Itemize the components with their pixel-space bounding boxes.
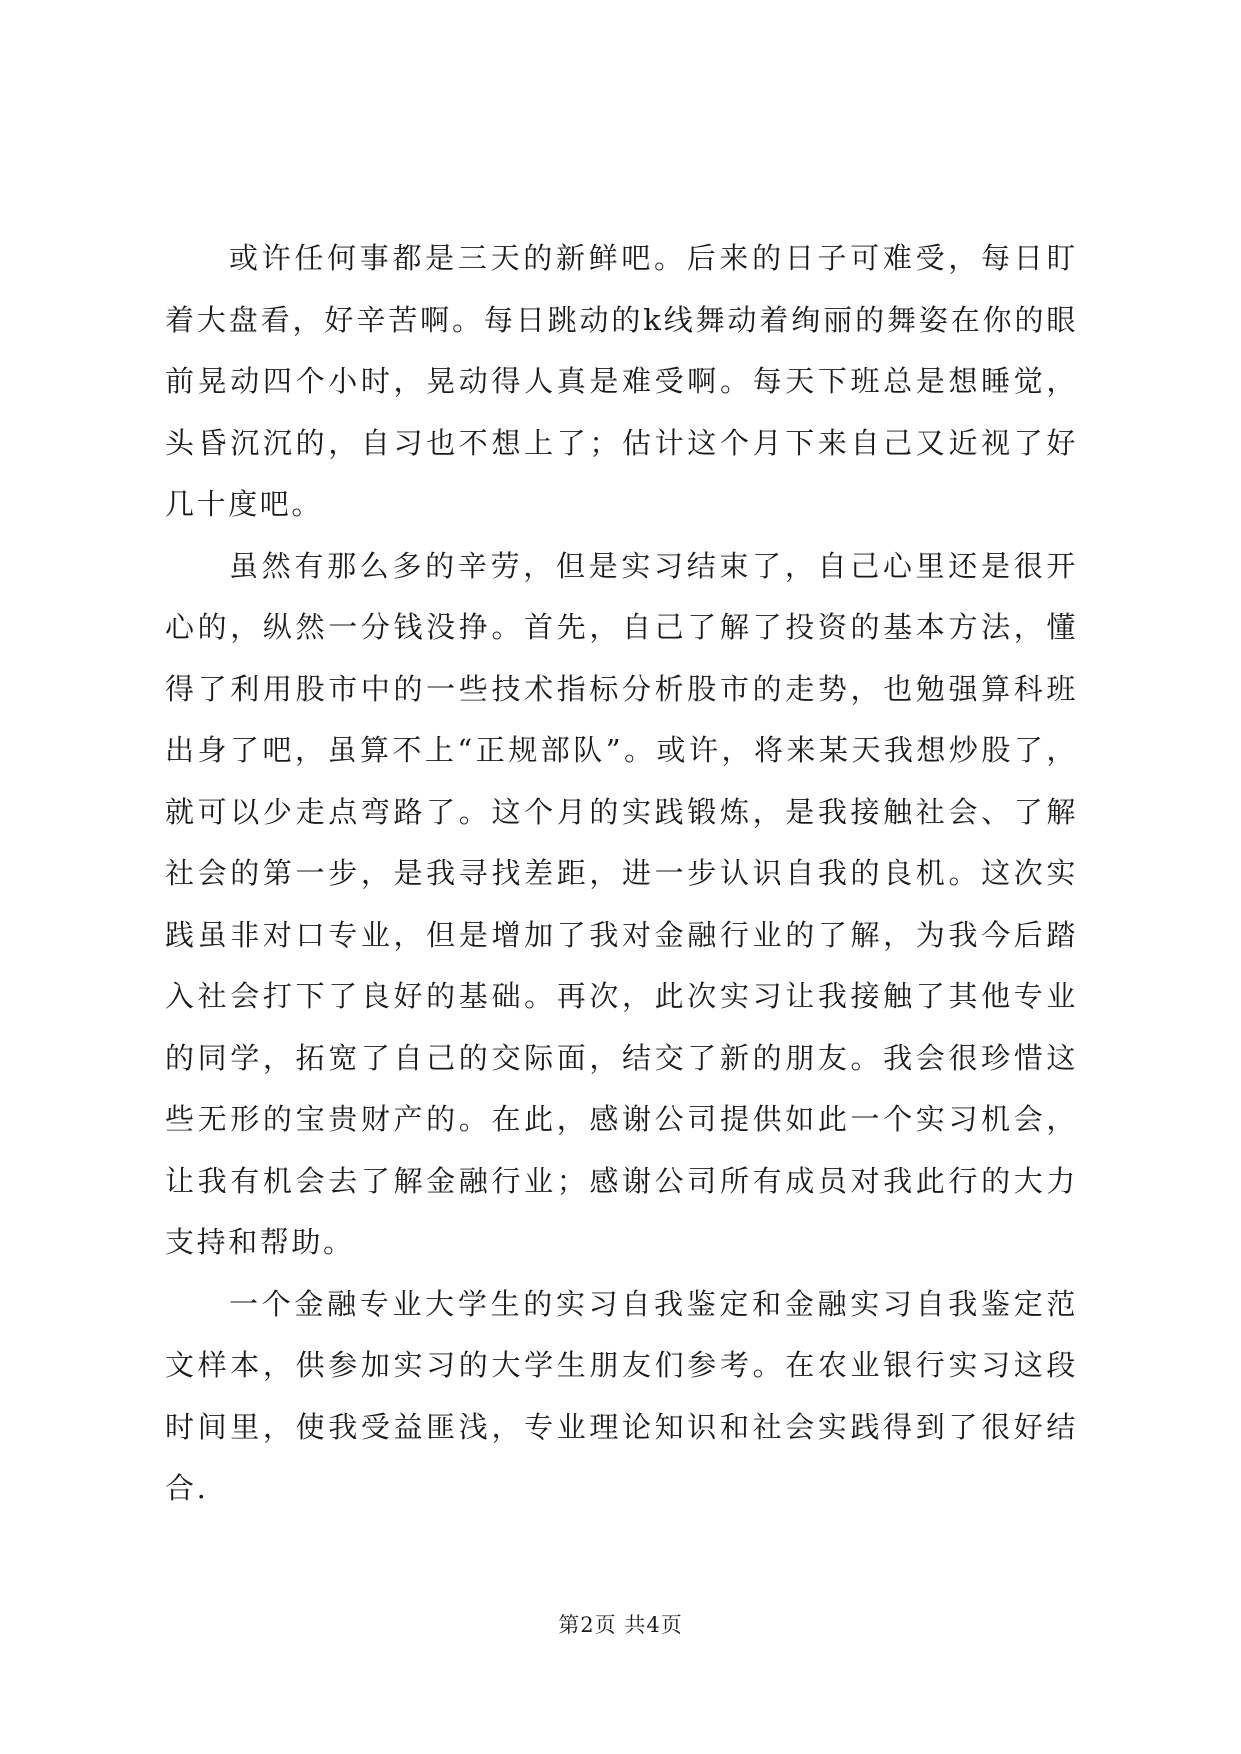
paragraph: 一个金融专业大学生的实习自我鉴定和金融实习自我鉴定范文样本，供参加实习的大学生朋友们参考。在农业银行实习这段时间里，使我受益匪浅，专业理论知识和社会实践得到了很好结合. <box>165 1286 1078 1505</box>
paragraph: 或许任何事都是三天的新鲜吧。后来的日子可难受，每日盯着大盘看，好辛苦啊。每日跳动的k线舞动着绚丽的舞姿在你的眼前晃动四个小时，晃动得人真是难受啊。每天下班总是想睡觉，头昏沉沉的，自习也不想上了；估计这个月下来自己又近视了好几十度吧。 <box>165 241 1078 521</box>
document-body <box>165 228 1078 1520</box>
page-footer: 第2页 共4页 <box>558 1613 683 1637</box>
paragraph: 虽然有那么多的辛劳，但是实习结束了，自己心里还是很开心的，纵然一分钱没挣。首先，自己了解了投资的基本方法，懂得了利用股市中的一些技术指标分析股市的走势，也勉强算科班出身了吧，虽算不上“正规部队”。或许，将来某天我想炒股了，就可以少走点弯路了。这个月的实践锻炼，是我接触社会、了解社会的第一步，是我寻找差距，进一步认识自我的良机。这次实践虽非对口专业，但是增加了我对金融行业的了解，为我今后踏入社会打下了良好的基础。再次，此次实习让我接触了其他专业的同学，拓宽了自己的交际面，结交了新的朋友。我会很珍惜这些无形的宝贵财产的。在此，感谢公司提供如此一个实习机会，让我有机会去了解金融行业；感谢公司所有成员对我此行的大力支持和帮助。 <box>165 548 1078 1259</box>
